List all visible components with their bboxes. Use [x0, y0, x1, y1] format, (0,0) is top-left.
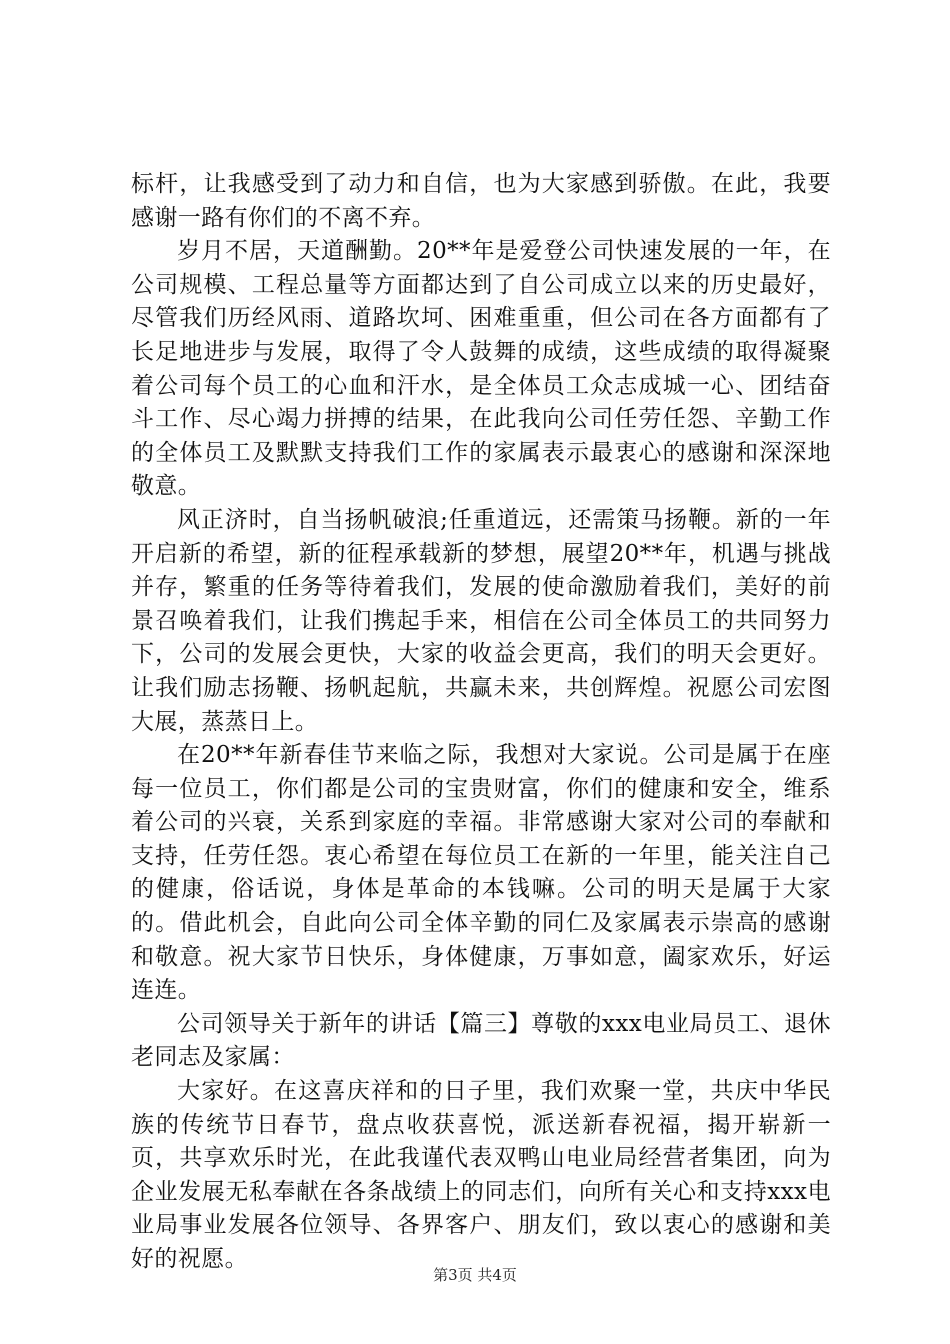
- paragraph-5-heading: 公司领导关于新年的讲话【篇三】尊敬的xxx电业局员工、退休老同志及家属：: [131, 1010, 831, 1071]
- paragraph-2: 岁月不居，天道酬勤。20**年是爱登公司快速发展的一年，在公司规模、工程总量等方面都达到了自公司成立以来的历史最好，尽管我们历经风雨、道路坎坷、困难重重，但公司在各方面都有了长足地进步与发展，取得了令人鼓舞的成绩，这些成绩的取得凝聚着公司每个员工的心血和汗水，是全体员工众志成城一心、团结奋斗工作、尽心竭力拼搏的结果，在此我向公司任劳任怨、辛勤工作的全体员工及默默支持我们工作的家属表示最衷心的感谢和深深地敬意。: [131, 238, 831, 500]
- paragraph-6: 大家好。在这喜庆祥和的日子里，我们欢聚一堂，共庆中华民族的传统节日春节，盘点收获喜悦，派送新春祝福，揭开崭新一页，共享欢乐时光，在此我谨代表双鸭山电业局经营者集团，向为企业发展无私奉献在各条战绩上的同志们，向所有关心和支持xxx电业局事业发展各位领导、各界客户、朋友们，致以衷心的感谢和美好的祝愿。: [131, 1078, 831, 1272]
- paragraph-1: 标杆，让我感受到了动力和自信，也为大家感到骄傲。在此，我要感谢一路有你们的不离不弃。: [131, 171, 831, 231]
- page-footer: [0, 1265, 950, 1285]
- paragraph-4: 在20**年新春佳节来临之际，我想对大家说。公司是属于在座每一位员工，你们都是公司的宝贵财富，你们的健康和安全，维系着公司的兴衰，关系到家庭的幸福。非常感谢大家对公司的奉献和支持，任劳任怨。衷心希望在每位员工在新的一年里，能关注自己的健康，俗话说，身体是革命的本钱嘛。公司的明天是属于大家的。借此机会，自此向公司全体辛勤的同仁及家属表示崇高的感谢和敬意。祝大家节日快乐，身体健康，万事如意，阖家欢乐，好运连连。: [131, 742, 831, 1004]
- document-body: [131, 168, 831, 1277]
- paragraph-3: 风正济时，自当扬帆破浪;任重道远，还需策马扬鞭。新的一年开启新的希望，新的征程承载新的梦想，展望20**年，机遇与挑战并存，繁重的任务等待着我们，发展的使命激励着我们，美好的前景召唤着我们，让我们携起手来，相信在公司全体员工的共同努力下，公司的发展会更快，大家的收益会更高，我们的明天会更好。让我们励志扬鞭、扬帆起航，共赢未来，共创辉煌。祝愿公司宏图大展，蒸蒸日上。: [131, 506, 831, 735]
- page-number-label: 第3页 共4页: [433, 1266, 517, 1284]
